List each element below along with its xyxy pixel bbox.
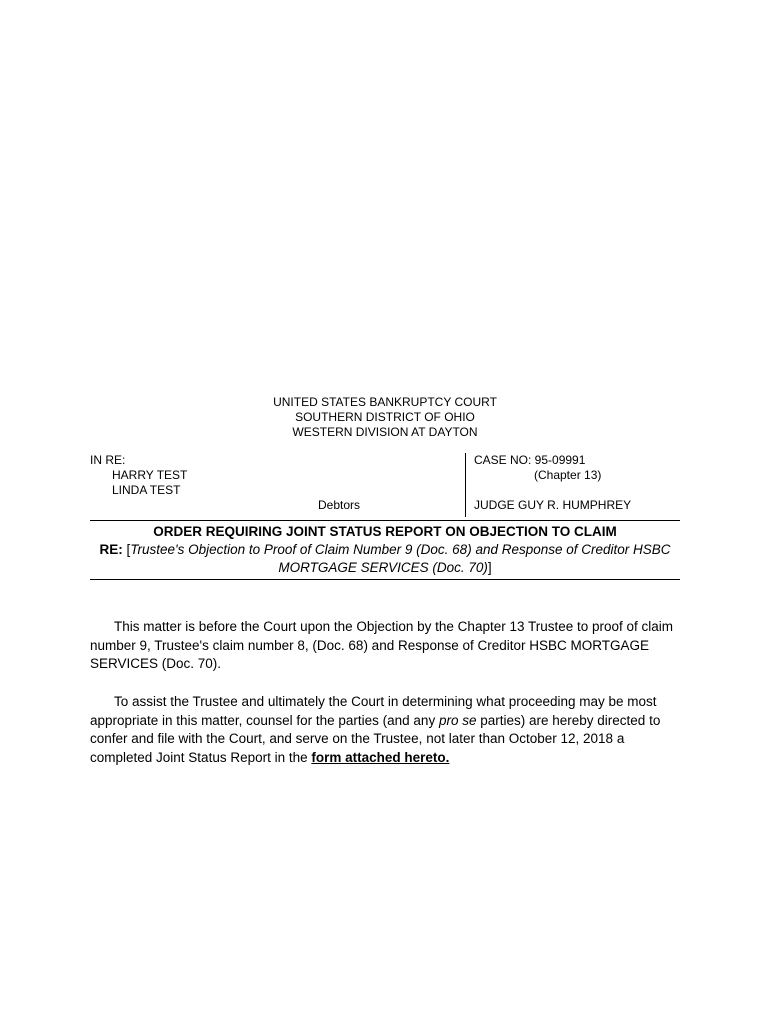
case-caption	[90, 453, 680, 517]
caption-divider	[465, 453, 466, 517]
judge-name: JUDGE GUY R. HUMPHREY	[474, 498, 632, 512]
caption-parties	[90, 453, 465, 517]
re-bracket-close: ]	[487, 560, 492, 575]
case-number: CASE NO: 95-09991	[474, 453, 586, 467]
re-bracket-open: [	[126, 542, 131, 557]
re-subject: Trustee's Objection to Proof of Claim Number 9 (Doc. 68) and Response of Creditor HSBC MORTGAGE SERVICES (Doc. 70)	[130, 542, 671, 575]
court-name: UNITED STATES BANKRUPTCY COURT	[273, 395, 497, 409]
chapter-label: (Chapter 13)	[534, 468, 602, 482]
order-title-block	[90, 523, 680, 577]
paragraph-text: To assist the Trustee and ultimately the Court in determining what proceeding may be most appropriate in this matter, counsel for the parties (and any	[90, 694, 657, 728]
order-title: ORDER REQUIRING JOINT STATUS REPORT ON OBJECTION TO CLAIM	[153, 524, 617, 539]
order-re-line	[90, 541, 680, 577]
body-paragraph-1	[90, 618, 682, 674]
paragraph-text: This matter is before the Court upon the Objection by the Chapter 13 Trustee to proof of claim number 9, Trustee's claim number 8, (Doc. 68) and Response of Creditor HSBC MORTGAGE SERVICES (Doc. 70).	[90, 619, 674, 671]
debtor-name: HARRY TEST	[112, 468, 188, 482]
body-paragraph-2	[90, 693, 682, 767]
title-rule-bottom	[90, 579, 680, 580]
court-district: SOUTHERN DISTRICT OF OHIO	[295, 410, 475, 424]
re-label: RE:	[99, 542, 123, 557]
paragraph-text: parties) are hereby directed to confer and file with the Court, and serve on the Trustee, not later than October 12, 2018 a completed Joint Status Report in the	[90, 712, 661, 765]
title-rule-top	[90, 520, 680, 521]
court-header	[0, 395, 770, 440]
caption-case-info	[474, 453, 680, 517]
debtors-label: Debtors	[318, 498, 361, 512]
pro-se-text: pro se	[438, 712, 477, 728]
debtor-name: LINDA TEST	[112, 483, 181, 497]
form-attached-link[interactable]: form attached hereto.	[311, 749, 450, 765]
in-re-label: IN RE:	[90, 453, 126, 467]
court-division: WESTERN DIVISION AT DAYTON	[292, 425, 478, 439]
